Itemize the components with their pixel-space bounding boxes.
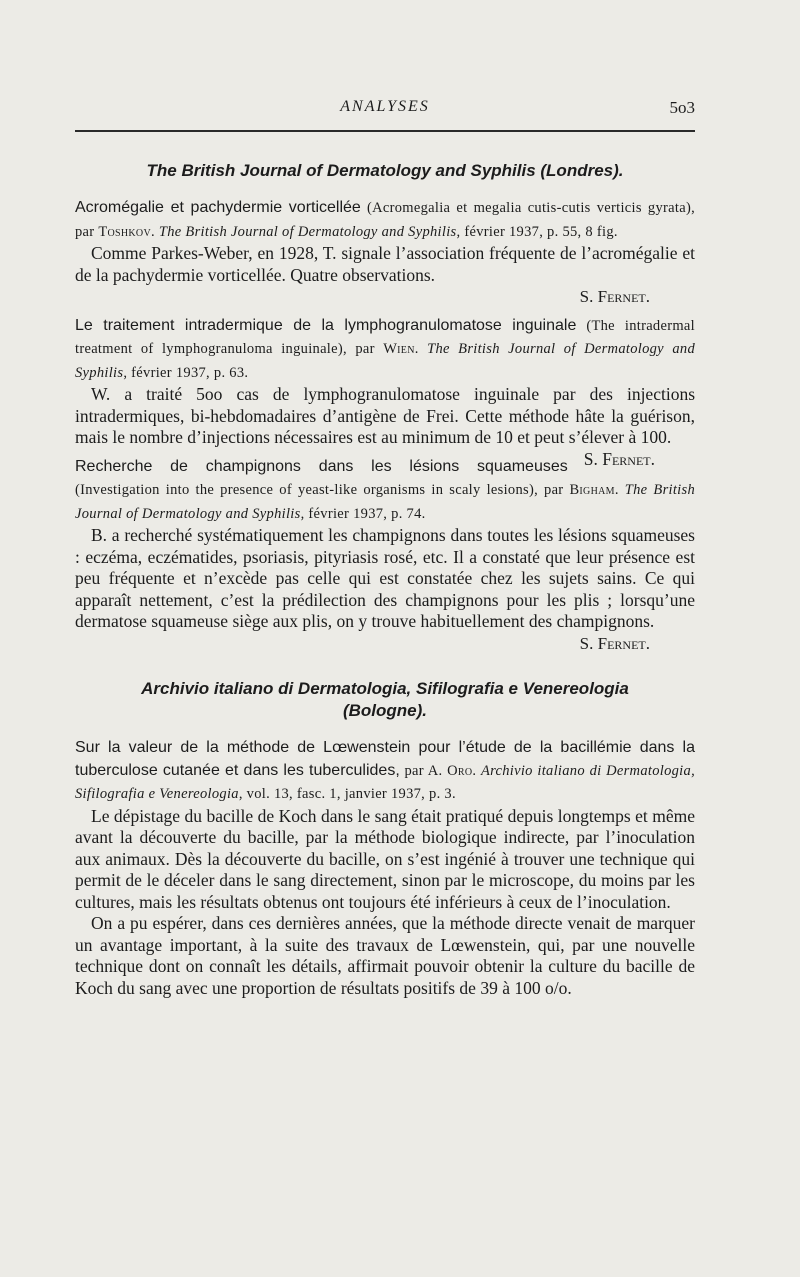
article-title: Le traitement intradermique de la lymphogranulomatose inguinale bbox=[75, 316, 577, 334]
article-journal: Archivio italiano di Dermatologia, Sifilografia e Venereologia bbox=[75, 762, 695, 802]
article-body: Comme Parkes-Weber, en 1928, T. signale l’association fréquente de l’acromégalie et de la pachydermie vorticellée. Quatre observations. bbox=[75, 243, 695, 285]
article-title: Sur la valeur de la méthode de Lœwenstein pour l’étude de la bacillémie dans la tuberculose cutanée et dans les tuberculides, bbox=[75, 739, 695, 779]
ref-separator: . bbox=[150, 223, 159, 240]
article-body: B. a recherché systématiquement les champignons dans toutes les lésions squameuses : eczéma, eczématides, psoriasis, pityriasis rosé, etc. Il a constaté que leur présence est peu fréquente et n’excède pas celle qui est constatée chez les sujets sains. Ce qui apparaît nettement, c’est la prédilection des champignons pour les plis ; lorsqu’une dermatose squameuse siège aux plis, on y trouve habituellement des champignons. bbox=[75, 525, 695, 631]
article-ref: (Investigation into the presence of yeast-like organisms in scaly lesions), par bbox=[75, 482, 570, 498]
article-date: , février 1937, p. 74. bbox=[300, 505, 426, 522]
article-body-1: Le dépistage du bacille de Koch dans le sang était pratiqué depuis longtemps et même avant la découverte du bacille, par la méthode biologique indirecte, par l’inoculation aux animaux. Dès la découverte du bacille, on s’est ingénié à trouver une technique qui permit de le déceler dans le sang directement, sinon par le microscope, du moins par les cultures, mais les résultats obtenus ont toujours été inférieurs à ceux de l’inoculation. bbox=[75, 805, 695, 912]
article-signature: S. Fernet. bbox=[579, 633, 650, 653]
page-number: 5o3 bbox=[669, 98, 695, 117]
article-date: , février 1937, p. 55, 8 fig. bbox=[456, 223, 618, 240]
article-journal: The British Journal of Dermatology and Syphilis bbox=[158, 223, 457, 240]
ref-separator: . bbox=[614, 482, 625, 498]
article-heading bbox=[75, 314, 695, 385]
journal-title-british: The British Journal of Dermatology and Syphilis (Londres). bbox=[146, 161, 624, 180]
header-rule bbox=[75, 130, 695, 132]
article-acromegalie bbox=[75, 196, 695, 308]
article-author: Wien bbox=[383, 341, 415, 357]
journal-title-line1: Archivio italiano di Dermatologia, Sifilografia e Venereologia bbox=[141, 679, 629, 698]
article-date: , février 1937, p. 63. bbox=[123, 364, 249, 381]
article-loewenstein bbox=[75, 736, 695, 999]
article-journal: The British Journal of Dermatology and Syphilis bbox=[75, 482, 695, 522]
article-ref: (The intradermal treatment of lymphogranuloma inguinale), par bbox=[75, 317, 695, 357]
article-heading bbox=[75, 736, 695, 806]
article-author: Oro bbox=[447, 762, 473, 779]
article-champignons bbox=[75, 455, 695, 655]
journal-title-line2: (Bologne). bbox=[342, 701, 428, 720]
content bbox=[75, 150, 695, 1005]
journal-title-archivio bbox=[75, 678, 695, 722]
article-heading bbox=[75, 196, 695, 243]
article-signature: S. Fernet. bbox=[583, 448, 655, 469]
article-title: Recherche de champignons dans les lésions squameuses bbox=[75, 457, 568, 475]
article-journal: The British Journal of Dermatology and Syphilis bbox=[75, 341, 695, 381]
article-signature: S. Fernet. bbox=[579, 287, 650, 306]
article-ref: par A. bbox=[399, 762, 448, 779]
ref-separator: . bbox=[472, 762, 481, 779]
running-title: ANALYSES bbox=[340, 98, 430, 115]
article-ref: (Acromegalia et megalia cutis-cutis verticis gyrata), par bbox=[75, 200, 695, 240]
running-head bbox=[75, 98, 695, 122]
article-body-2: On a pu espérer, dans ces dernières années, que la méthode directe venait de marquer un avantage important, à la suite des travaux de Lœwenstein, qui, par une nouvelle technique dont on connaît les détails, affirmait pouvoir obtenir la culture du bacille de Koch du sang avec une proportion de résultats positifs de 39 à 100 o/o. bbox=[75, 913, 695, 998]
article-title: Acromégalie et pachydermie vorticellée bbox=[75, 199, 361, 216]
article-date: , vol. 13, fasc. 1, janvier 1937, p. 3. bbox=[238, 786, 456, 802]
article-author: Toshkov bbox=[98, 223, 151, 240]
article-body-text: W. a traité 5oo cas de lymphogranulomatose inguinale par des injections intradermiques, bi-hebdomadaires d’antigène de Frei. Cette méthode hâte la guérison, mais le nombre d’injections nécessaires est au minimum de 10 et peut s’élever à 100. bbox=[75, 384, 695, 447]
ref-separator: . bbox=[414, 341, 428, 357]
article-author: Bigham bbox=[569, 482, 615, 498]
